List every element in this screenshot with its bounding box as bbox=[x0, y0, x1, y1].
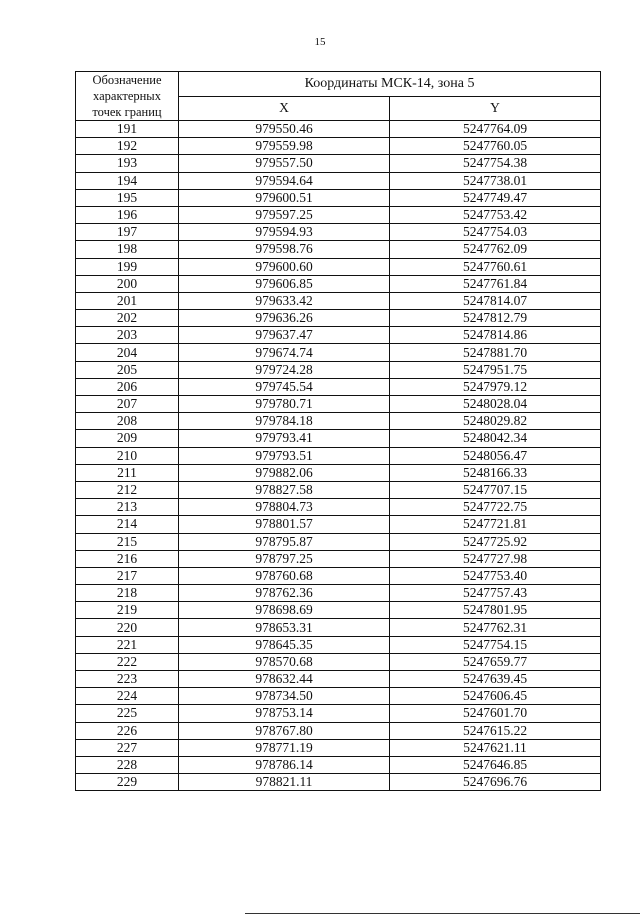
point-id-cell: 196 bbox=[76, 206, 179, 223]
x-coordinate-cell: 978797.25 bbox=[179, 550, 390, 567]
table-row bbox=[76, 413, 601, 430]
table-row bbox=[76, 619, 601, 636]
header-designation-line2: характерных bbox=[93, 89, 161, 103]
table-row bbox=[76, 671, 601, 688]
point-id-cell: 202 bbox=[76, 310, 179, 327]
x-coordinate-cell: 978821.11 bbox=[179, 774, 390, 791]
y-coordinate-cell: 5247762.31 bbox=[390, 619, 601, 636]
point-id-cell: 228 bbox=[76, 756, 179, 773]
point-id-cell: 200 bbox=[76, 275, 179, 292]
table-row bbox=[76, 155, 601, 172]
y-coordinate-cell: 5247738.01 bbox=[390, 172, 601, 189]
table-row bbox=[76, 292, 601, 309]
y-coordinate-cell: 5248166.33 bbox=[390, 464, 601, 481]
y-coordinate-cell: 5247754.15 bbox=[390, 636, 601, 653]
y-coordinate-cell: 5247753.40 bbox=[390, 567, 601, 584]
x-coordinate-cell: 979597.25 bbox=[179, 206, 390, 223]
header-coordinate-system: Координаты МСК-14, зона 5 bbox=[179, 72, 601, 97]
point-id-cell: 223 bbox=[76, 671, 179, 688]
table-row bbox=[76, 756, 601, 773]
point-id-cell: 206 bbox=[76, 378, 179, 395]
table-row bbox=[76, 396, 601, 413]
x-coordinate-cell: 979724.28 bbox=[179, 361, 390, 378]
table-row bbox=[76, 722, 601, 739]
x-coordinate-cell: 979633.42 bbox=[179, 292, 390, 309]
point-id-cell: 216 bbox=[76, 550, 179, 567]
table-row bbox=[76, 533, 601, 550]
x-coordinate-cell: 978786.14 bbox=[179, 756, 390, 773]
point-id-cell: 194 bbox=[76, 172, 179, 189]
y-coordinate-cell: 5247601.70 bbox=[390, 705, 601, 722]
y-coordinate-cell: 5247754.03 bbox=[390, 224, 601, 241]
table-row bbox=[76, 258, 601, 275]
y-coordinate-cell: 5247707.15 bbox=[390, 481, 601, 498]
table-row bbox=[76, 275, 601, 292]
header-designation-line1: Обозначение bbox=[92, 73, 162, 87]
x-coordinate-cell: 978760.68 bbox=[179, 567, 390, 584]
point-id-cell: 229 bbox=[76, 774, 179, 791]
x-coordinate-cell: 979745.54 bbox=[179, 378, 390, 395]
point-id-cell: 225 bbox=[76, 705, 179, 722]
y-coordinate-cell: 5247696.76 bbox=[390, 774, 601, 791]
bottom-divider bbox=[245, 913, 640, 914]
x-coordinate-cell: 979594.64 bbox=[179, 172, 390, 189]
y-coordinate-cell: 5247722.75 bbox=[390, 499, 601, 516]
table-row bbox=[76, 378, 601, 395]
x-coordinate-cell: 978767.80 bbox=[179, 722, 390, 739]
x-coordinate-cell: 979784.18 bbox=[179, 413, 390, 430]
point-id-cell: 224 bbox=[76, 688, 179, 705]
point-id-cell: 227 bbox=[76, 739, 179, 756]
x-coordinate-cell: 979594.93 bbox=[179, 224, 390, 241]
header-point-designation bbox=[76, 72, 179, 121]
point-id-cell: 217 bbox=[76, 567, 179, 584]
table-row bbox=[76, 516, 601, 533]
table-row bbox=[76, 499, 601, 516]
table-row bbox=[76, 344, 601, 361]
x-coordinate-cell: 979637.47 bbox=[179, 327, 390, 344]
table-row bbox=[76, 206, 601, 223]
point-id-cell: 197 bbox=[76, 224, 179, 241]
table-row bbox=[76, 447, 601, 464]
point-id-cell: 199 bbox=[76, 258, 179, 275]
x-coordinate-cell: 979559.98 bbox=[179, 138, 390, 155]
x-coordinate-cell: 979550.46 bbox=[179, 121, 390, 138]
point-id-cell: 201 bbox=[76, 292, 179, 309]
point-id-cell: 212 bbox=[76, 481, 179, 498]
table-row bbox=[76, 430, 601, 447]
table-row bbox=[76, 224, 601, 241]
x-coordinate-cell: 979793.51 bbox=[179, 447, 390, 464]
point-id-cell: 218 bbox=[76, 585, 179, 602]
y-coordinate-cell: 5247721.81 bbox=[390, 516, 601, 533]
point-id-cell: 222 bbox=[76, 653, 179, 670]
x-coordinate-cell: 979557.50 bbox=[179, 155, 390, 172]
y-coordinate-cell: 5248029.82 bbox=[390, 413, 601, 430]
table-body bbox=[76, 121, 601, 791]
table-row bbox=[76, 327, 601, 344]
y-coordinate-cell: 5247659.77 bbox=[390, 653, 601, 670]
x-coordinate-cell: 978698.69 bbox=[179, 602, 390, 619]
table-row bbox=[76, 361, 601, 378]
point-id-cell: 226 bbox=[76, 722, 179, 739]
point-id-cell: 205 bbox=[76, 361, 179, 378]
x-coordinate-cell: 979636.26 bbox=[179, 310, 390, 327]
page-number: 15 bbox=[314, 36, 326, 48]
y-coordinate-cell: 5247762.09 bbox=[390, 241, 601, 258]
table-row bbox=[76, 774, 601, 791]
point-id-cell: 192 bbox=[76, 138, 179, 155]
table-row bbox=[76, 636, 601, 653]
table-row bbox=[76, 550, 601, 567]
y-coordinate-cell: 5247951.75 bbox=[390, 361, 601, 378]
x-coordinate-cell: 979674.74 bbox=[179, 344, 390, 361]
point-id-cell: 198 bbox=[76, 241, 179, 258]
x-coordinate-cell: 979882.06 bbox=[179, 464, 390, 481]
point-id-cell: 195 bbox=[76, 189, 179, 206]
x-coordinate-cell: 979600.60 bbox=[179, 258, 390, 275]
table-row bbox=[76, 653, 601, 670]
x-coordinate-cell: 978762.36 bbox=[179, 585, 390, 602]
table-row bbox=[76, 481, 601, 498]
point-id-cell: 219 bbox=[76, 602, 179, 619]
x-coordinate-cell: 979780.71 bbox=[179, 396, 390, 413]
header-column-x: X bbox=[179, 96, 390, 121]
point-id-cell: 193 bbox=[76, 155, 179, 172]
y-coordinate-cell: 5247754.38 bbox=[390, 155, 601, 172]
y-coordinate-cell: 5247646.85 bbox=[390, 756, 601, 773]
point-id-cell: 191 bbox=[76, 121, 179, 138]
y-coordinate-cell: 5247979.12 bbox=[390, 378, 601, 395]
point-id-cell: 213 bbox=[76, 499, 179, 516]
y-coordinate-cell: 5247725.92 bbox=[390, 533, 601, 550]
table-row bbox=[76, 567, 601, 584]
y-coordinate-cell: 5247727.98 bbox=[390, 550, 601, 567]
point-id-cell: 220 bbox=[76, 619, 179, 636]
y-coordinate-cell: 5247606.45 bbox=[390, 688, 601, 705]
table-row bbox=[76, 310, 601, 327]
x-coordinate-cell: 979600.51 bbox=[179, 189, 390, 206]
y-coordinate-cell: 5247764.09 bbox=[390, 121, 601, 138]
point-id-cell: 207 bbox=[76, 396, 179, 413]
x-coordinate-cell: 978771.19 bbox=[179, 739, 390, 756]
y-coordinate-cell: 5247761.84 bbox=[390, 275, 601, 292]
table-row bbox=[76, 189, 601, 206]
x-coordinate-cell: 979606.85 bbox=[179, 275, 390, 292]
table-row bbox=[76, 138, 601, 155]
x-coordinate-cell: 978570.68 bbox=[179, 653, 390, 670]
coordinates-table bbox=[75, 71, 601, 791]
x-coordinate-cell: 978734.50 bbox=[179, 688, 390, 705]
point-id-cell: 209 bbox=[76, 430, 179, 447]
x-coordinate-cell: 978632.44 bbox=[179, 671, 390, 688]
point-id-cell: 203 bbox=[76, 327, 179, 344]
y-coordinate-cell: 5247814.07 bbox=[390, 292, 601, 309]
table-row bbox=[76, 585, 601, 602]
y-coordinate-cell: 5247881.70 bbox=[390, 344, 601, 361]
table-row bbox=[76, 602, 601, 619]
x-coordinate-cell: 978801.57 bbox=[179, 516, 390, 533]
table-row bbox=[76, 464, 601, 481]
x-coordinate-cell: 979598.76 bbox=[179, 241, 390, 258]
y-coordinate-cell: 5248056.47 bbox=[390, 447, 601, 464]
y-coordinate-cell: 5247760.05 bbox=[390, 138, 601, 155]
table-row bbox=[76, 688, 601, 705]
y-coordinate-cell: 5247621.11 bbox=[390, 739, 601, 756]
y-coordinate-cell: 5247812.79 bbox=[390, 310, 601, 327]
y-coordinate-cell: 5248042.34 bbox=[390, 430, 601, 447]
x-coordinate-cell: 979793.41 bbox=[179, 430, 390, 447]
y-coordinate-cell: 5247814.86 bbox=[390, 327, 601, 344]
table-row bbox=[76, 241, 601, 258]
y-coordinate-cell: 5247801.95 bbox=[390, 602, 601, 619]
y-coordinate-cell: 5247639.45 bbox=[390, 671, 601, 688]
point-id-cell: 211 bbox=[76, 464, 179, 481]
point-id-cell: 215 bbox=[76, 533, 179, 550]
y-coordinate-cell: 5247753.42 bbox=[390, 206, 601, 223]
y-coordinate-cell: 5247757.43 bbox=[390, 585, 601, 602]
point-id-cell: 204 bbox=[76, 344, 179, 361]
y-coordinate-cell: 5248028.04 bbox=[390, 396, 601, 413]
x-coordinate-cell: 978653.31 bbox=[179, 619, 390, 636]
y-coordinate-cell: 5247749.47 bbox=[390, 189, 601, 206]
x-coordinate-cell: 978753.14 bbox=[179, 705, 390, 722]
y-coordinate-cell: 5247615.22 bbox=[390, 722, 601, 739]
table-header bbox=[76, 72, 601, 121]
x-coordinate-cell: 978827.58 bbox=[179, 481, 390, 498]
table-row bbox=[76, 705, 601, 722]
x-coordinate-cell: 978804.73 bbox=[179, 499, 390, 516]
header-designation-line3: точек границ bbox=[92, 105, 162, 119]
point-id-cell: 221 bbox=[76, 636, 179, 653]
header-column-y: Y bbox=[390, 96, 601, 121]
table-row bbox=[76, 739, 601, 756]
point-id-cell: 210 bbox=[76, 447, 179, 464]
point-id-cell: 208 bbox=[76, 413, 179, 430]
x-coordinate-cell: 978795.87 bbox=[179, 533, 390, 550]
y-coordinate-cell: 5247760.61 bbox=[390, 258, 601, 275]
table-row bbox=[76, 121, 601, 138]
table-row bbox=[76, 172, 601, 189]
x-coordinate-cell: 978645.35 bbox=[179, 636, 390, 653]
point-id-cell: 214 bbox=[76, 516, 179, 533]
